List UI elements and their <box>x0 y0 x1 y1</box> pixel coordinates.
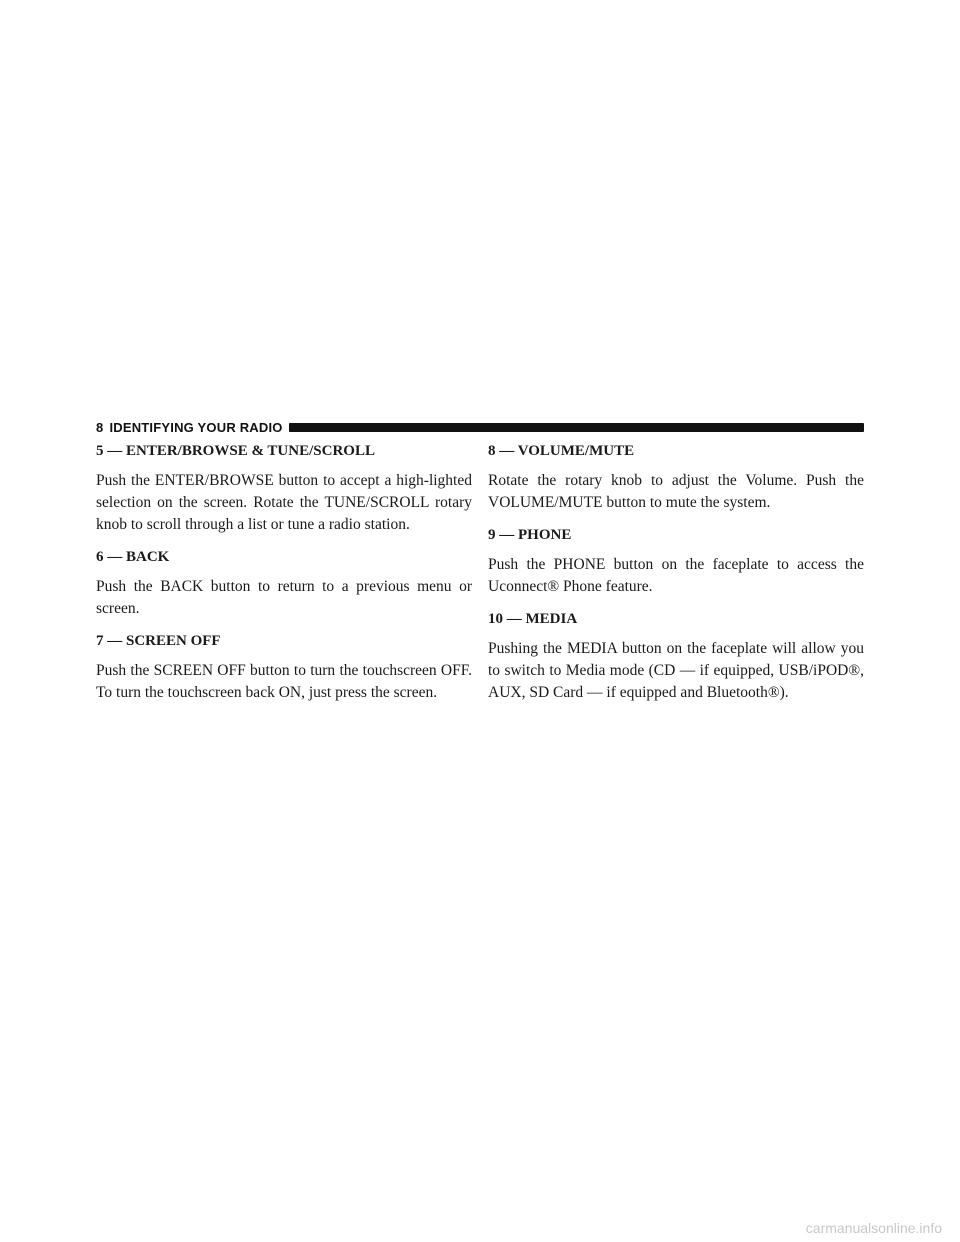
item-heading: 10 — MEDIA <box>488 611 578 627</box>
item-volume-mute <box>488 440 864 514</box>
item-body: Push the PHONE button on the faceplate to access the Uconnect® Phone feature. <box>488 556 864 595</box>
item-heading: 8 — VOLUME/MUTE <box>488 443 635 459</box>
item-heading: 7 — SCREEN OFF <box>96 633 221 649</box>
item-phone <box>488 524 864 598</box>
item-body: Pushing the MEDIA button on the faceplate will allow you to switch to Media mode (CD — if equipped, USB/iPOD®, AUX, SD Card — if equipped and Bluetooth®). <box>488 640 864 701</box>
item-body: Rotate the rotary knob to adjust the Volume. Push the VOLUME/MUTE button to mute the system. <box>488 472 864 511</box>
item-screen-off <box>96 630 472 704</box>
item-body: Push the SCREEN OFF button to turn the touchscreen OFF. To turn the touchscreen back ON, just press the screen. <box>96 662 472 701</box>
page-number: 8 <box>96 419 104 435</box>
item-heading: 9 — PHONE <box>488 527 572 543</box>
header-rule <box>289 423 864 432</box>
item-enter-browse <box>96 440 472 536</box>
item-heading: 5 — ENTER/BROWSE & TUNE/SCROLL <box>96 443 375 459</box>
watermark: carmanualsonline.info <box>805 1220 942 1236</box>
item-heading: 6 — BACK <box>96 549 170 565</box>
page-header <box>96 416 864 438</box>
item-back <box>96 546 472 620</box>
item-media <box>488 608 864 704</box>
item-body: Push the ENTER/BROWSE button to accept a high-lighted selection on the screen. Rotate the TUNE/SCROLL rotary knob to scroll through a list or tune a radio station. <box>96 472 472 533</box>
section-title: IDENTIFYING YOUR RADIO <box>109 419 283 435</box>
item-body: Push the BACK button to return to a previous menu or screen. <box>96 578 472 617</box>
right-column <box>488 440 864 714</box>
left-column <box>96 440 472 714</box>
